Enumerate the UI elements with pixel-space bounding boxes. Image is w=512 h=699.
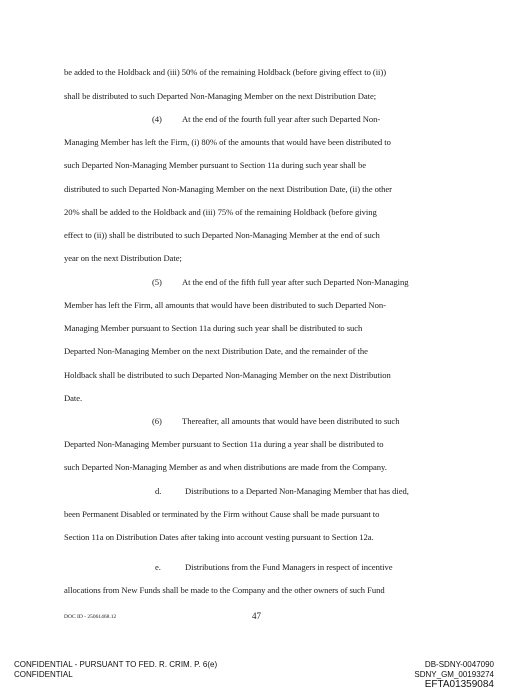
text-line: Holdback shall be distributed to such Departed Non-Managing Member on the next Distribution	[64, 370, 391, 380]
text-line: Thereafter, all amounts that would have been distributed to such	[182, 416, 400, 426]
text-line: been Permanent Disabled or terminated by the Firm without Cause shall be made pursuant to	[64, 509, 380, 519]
paragraph-4-first-line	[64, 114, 464, 125]
text-line: Section 11a on Distribution Dates after taking into account vesting pursuant to Section 12a.	[64, 532, 374, 542]
text-line: Managing Member pursuant to Section 11a during such year shall be distributed to such	[64, 323, 363, 333]
text-line: Departed Non-Managing Member on the next Distribution Date, and the remainder of the	[64, 346, 368, 356]
text-line: Departed Non-Managing Member pursuant to Section 11a during a year shall be distributed to	[64, 439, 384, 449]
bates-number-sdny: SDNY_GM_00193274	[414, 670, 494, 679]
doc-id: DOC ID - 25061468.12	[64, 614, 117, 620]
text-line: shall be distributed to such Departed Non-Managing Member on the next Distribution Date;	[64, 91, 377, 101]
marker-e: e.	[155, 562, 161, 572]
text-line: such Departed Non-Managing Member as and when distributions are made from the Company.	[64, 462, 387, 472]
text-line: distributed to such Departed Non-Managing Member on the next Distribution Date, (ii) the other	[64, 184, 392, 194]
text-line: Date.	[64, 393, 83, 403]
confidential-notice: CONFIDENTIAL - PURSUANT TO FED. R. CRIM. P. 6(e)	[14, 660, 218, 669]
marker-4: (4)	[152, 114, 162, 124]
paragraph-e-first-line	[64, 562, 464, 573]
text-line: allocations from New Funds shall be made to the Company and the other owners of such Fund	[64, 585, 385, 595]
text-line: such Departed Non-Managing Member pursuant to Section 11a during such year shall be	[64, 160, 366, 170]
text-line: effect to (ii)) shall be distributed to such Departed Non-Managing Member at the end of such	[64, 230, 380, 240]
paragraph-5-first-line	[64, 277, 464, 288]
text-line: At the end of the fifth full year after such Departed Non-Managing	[182, 277, 409, 287]
text-line: Managing Member has left the Firm, (i) 80% of the amounts that would have been distributed to	[64, 137, 391, 147]
text-line: Distributions from the Fund Managers in respect of incentive	[185, 562, 393, 572]
text-line: At the end of the fourth full year after such Departed Non-	[182, 114, 381, 124]
bates-number-efta: EFTA01359084	[424, 679, 494, 690]
marker-5: (5)	[152, 277, 162, 287]
marker-6: (6)	[152, 416, 162, 426]
bates-number-db: DB-SDNY-0047090	[424, 660, 494, 669]
text-line: be added to the Holdback and (iii) 50% of the remaining Holdback (before giving effect to (ii))	[64, 67, 387, 77]
text-line: Distributions to a Departed Non-Managing Member that has died,	[185, 486, 409, 496]
marker-d: d.	[155, 486, 162, 496]
text-line: 20% shall be added to the Holdback and (iii) 75% of the remaining Holdback (before giving	[64, 207, 377, 217]
text-line: Member has left the Firm, all amounts that would have been distributed to such Departed Non-	[64, 300, 386, 310]
confidential-label: CONFIDENTIAL	[14, 670, 73, 679]
paragraph-6-first-line	[64, 416, 464, 427]
paragraph-d-first-line	[64, 486, 464, 497]
page-number: 47	[252, 611, 261, 621]
text-line: year on the next Distribution Date;	[64, 253, 182, 263]
